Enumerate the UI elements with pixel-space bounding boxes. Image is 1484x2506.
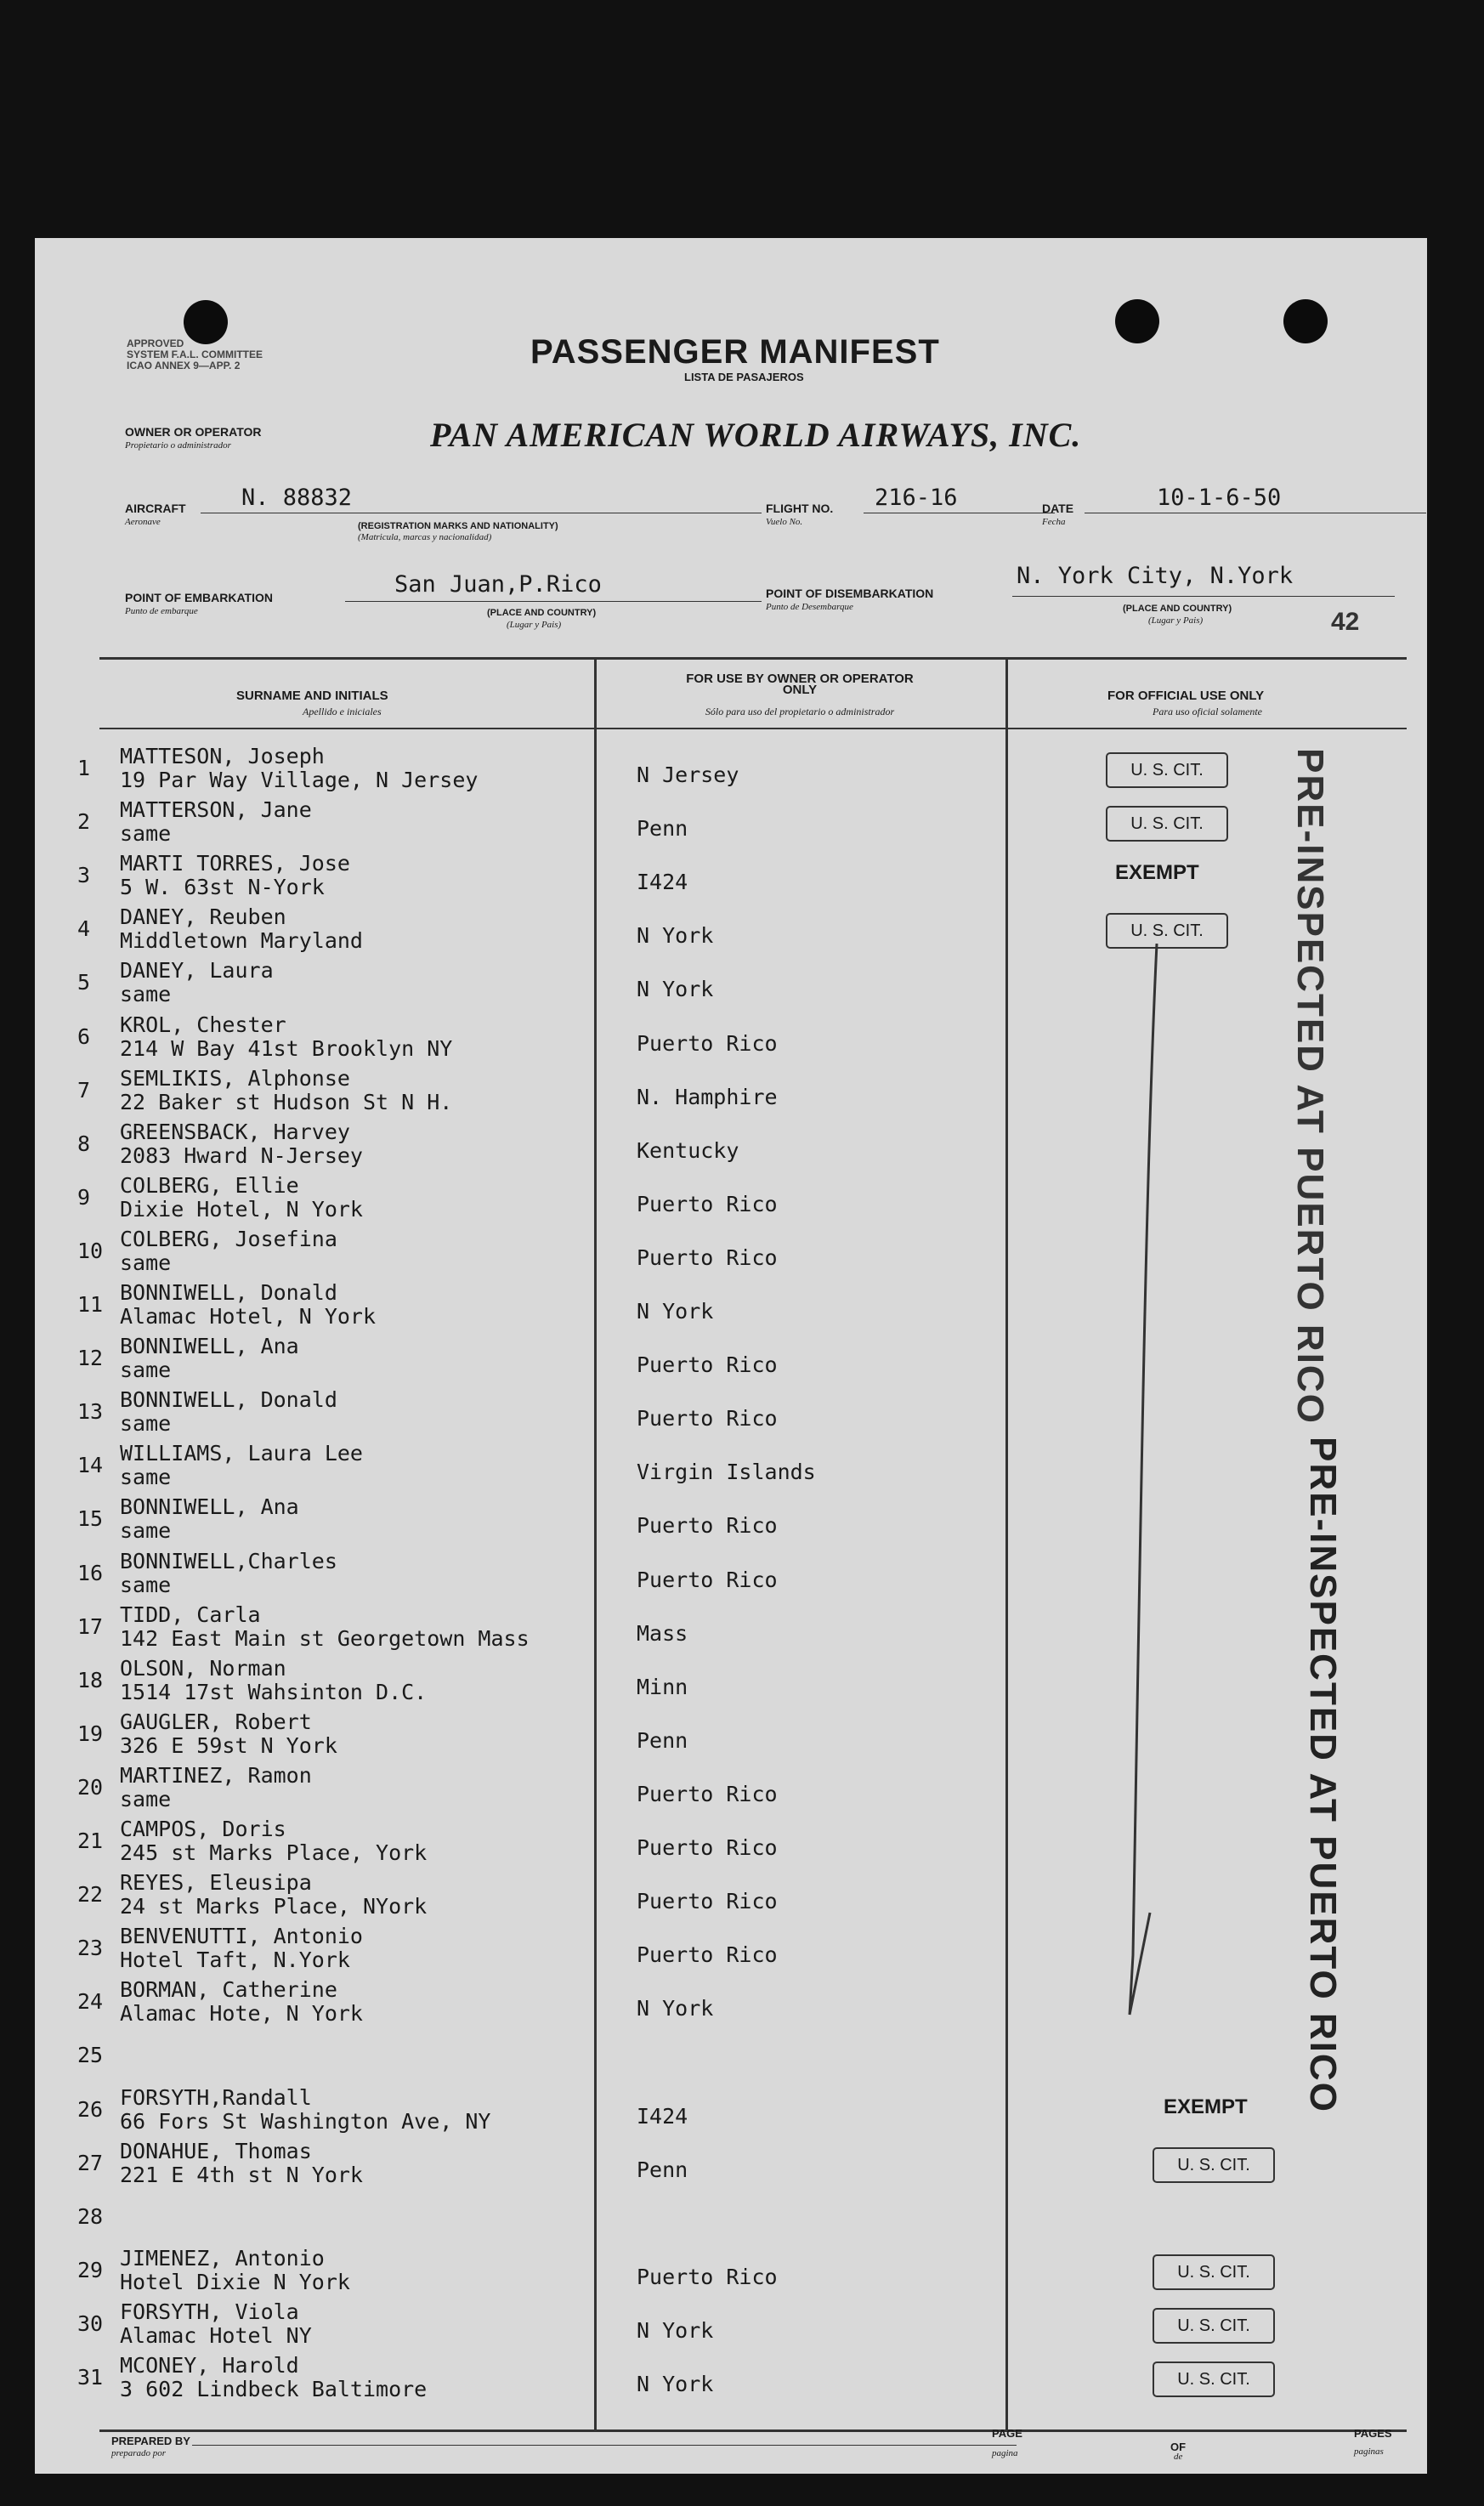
row-number: 29 <box>77 2257 104 2282</box>
punch-hole <box>1283 299 1328 343</box>
approval-line: ICAO ANNEX 9—APP. 2 <box>127 360 241 371</box>
embarkation-note-es: (Lugar y Pais) <box>507 620 562 630</box>
surname-header-es: Apellido e iniciales <box>303 706 382 717</box>
row-number: 24 <box>77 1989 104 2015</box>
us-citizen-mark: U. S. CIT. <box>1106 752 1228 788</box>
passenger-address: 22 Baker st Hudson St N H. <box>120 1089 453 1114</box>
passenger-address: Alamac Hote, N York <box>120 2001 363 2027</box>
flight-value: 216-16 <box>875 485 958 511</box>
row-number: 12 <box>77 1346 104 1371</box>
passenger-name: TIDD, Carla <box>120 1602 261 1627</box>
passenger-address: same <box>120 1358 172 1383</box>
passenger-residence: N York <box>637 977 714 1002</box>
passenger-name: DANEY, Laura <box>120 958 274 984</box>
passenger-residence: Minn <box>637 1674 688 1699</box>
row-number: 21 <box>77 1828 104 1853</box>
pages-label-es: paginas <box>1354 2446 1384 2457</box>
aircraft-label: AIRCRAFT <box>125 502 186 515</box>
exempt-mark: EXEMPT <box>1164 2095 1248 2118</box>
passenger-address: 19 Par Way Village, N Jersey <box>120 768 479 792</box>
column-divider <box>594 657 597 2429</box>
exempt-mark: EXEMPT <box>1115 861 1199 885</box>
us-citizen-mark: U. S. CIT. <box>1153 2147 1275 2183</box>
row-number: 15 <box>77 1506 104 1532</box>
passenger-residence: I424 <box>637 2103 688 2129</box>
aircraft-label-es: Aeronave <box>125 517 161 527</box>
embarkation-label-es: Punto de embarque <box>125 606 198 616</box>
row-number: 28 <box>77 2203 104 2229</box>
passenger-address: 214 W Bay 41st Brooklyn NY <box>120 1035 453 1061</box>
passenger-name: REYES, Eleusipa <box>120 1870 312 1896</box>
page-label: PAGE <box>992 2427 1022 2440</box>
of-label: OF <box>1170 2441 1187 2453</box>
owner-use-header-es: Sólo para uso del propietario o administrador <box>705 706 895 717</box>
passenger-address: 3 602 Lindbeck Baltimore <box>120 2377 428 2401</box>
passenger-name: GREENSBACK, Harvey <box>120 1119 350 1144</box>
row-number: 20 <box>77 1774 104 1800</box>
passenger-address: 221 E 4th st N York <box>120 2162 363 2187</box>
row-number: 5 <box>77 970 91 995</box>
passenger-address: Hotel Taft, N.York <box>120 1948 350 1973</box>
row-number: 9 <box>77 1184 91 1210</box>
passenger-name: GAUGLER, Robert <box>120 1709 312 1734</box>
passenger-name: SEMLIKIS, Alphonse <box>120 1065 350 1091</box>
passenger-name: MARTI TORRES, Jose <box>120 851 350 876</box>
row-number: 13 <box>77 1399 104 1425</box>
date-value: 10-1-6-50 <box>1157 485 1282 511</box>
passenger-residence: N York <box>637 1996 714 2021</box>
passenger-address: Alamac Hotel NY <box>120 2322 312 2348</box>
passenger-name: KROL, Chester <box>120 1012 286 1037</box>
passenger-residence: Mass <box>637 1620 688 1646</box>
approval-line: APPROVED <box>127 337 184 349</box>
disembarkation-note-es: (Lugar y Pais) <box>1148 615 1204 626</box>
passenger-address: same <box>120 982 172 1007</box>
official-header: FOR OFFICIAL USE ONLY <box>1107 689 1265 703</box>
row-number: 11 <box>77 1292 104 1317</box>
passenger-residence: Puerto Rico <box>637 1513 778 1539</box>
row-number: 7 <box>77 1077 91 1103</box>
prepared-by-line <box>192 2445 1017 2446</box>
passenger-name: DANEY, Reuben <box>120 904 286 930</box>
passenger-address: 245 st Marks Place, York <box>120 1840 428 1865</box>
pre-inspected-stamp: PRE-INSPECTED AT PUERTO RICO <box>1289 748 1331 1425</box>
disembarkation-underline <box>1012 596 1395 597</box>
row-number: 23 <box>77 1936 104 1961</box>
passenger-address: same <box>120 1411 172 1437</box>
manifest-sheet <box>35 238 1427 2474</box>
aircraft-note-es: (Matricula, marcas y nacionalidad) <box>358 532 492 542</box>
passenger-address: 1514 17st Wahsinton D.C. <box>120 1679 428 1704</box>
us-citizen-mark: U. S. CIT. <box>1106 913 1228 949</box>
passenger-name: BONNIWELL, Donald <box>120 1280 337 1305</box>
passenger-name: MATTESON, Joseph <box>120 744 325 768</box>
passenger-residence: N York <box>637 2317 714 2343</box>
passenger-address: 142 East Main st Georgetown Mass <box>120 1625 530 1651</box>
passenger-residence: N York <box>637 1299 714 1324</box>
passenger-address: same <box>120 1518 172 1544</box>
passenger-name: DONAHUE, Thomas <box>120 2138 312 2163</box>
passenger-residence: N. Hamphire <box>637 1084 778 1109</box>
embarkation-underline <box>345 601 762 602</box>
row-number: 22 <box>77 1882 104 1908</box>
owner-use-header: FOR USE BY OWNER OR OPERATOR ONLY <box>686 672 914 697</box>
page-subtitle: LISTA DE PASAJEROS <box>684 371 804 383</box>
row-number: 2 <box>77 809 91 835</box>
passenger-address: Dixie Hotel, N York <box>120 1196 363 1222</box>
of-label-es: de <box>1174 2452 1183 2462</box>
date-label-es: Fecha <box>1042 517 1066 527</box>
passenger-address: same <box>120 821 172 847</box>
prepared-by-label: PREPARED BY <box>111 2435 190 2447</box>
embarkation-value: San Juan,P.Rico <box>394 571 602 598</box>
passenger-name: MARTINEZ, Ramon <box>120 1762 312 1788</box>
passenger-address: 5 W. 63st N-York <box>120 875 325 900</box>
passenger-residence: Puerto Rico <box>637 1191 778 1216</box>
row-number: 17 <box>77 1613 104 1639</box>
passenger-residence: Puerto Rico <box>637 1567 778 1592</box>
sheet-page-number: 42 <box>1331 608 1360 636</box>
pages-label: PAGES <box>1354 2427 1392 2440</box>
passenger-name: JIMENEZ, Antonio <box>120 2245 325 2271</box>
passenger-name: OLSON, Norman <box>120 1655 286 1681</box>
passenger-address: 66 Fors St Washington Ave, NY <box>120 2108 491 2134</box>
owner-label: OWNER OR OPERATOR <box>125 425 262 439</box>
passenger-address: 326 E 59st N York <box>120 1732 337 1758</box>
row-number: 18 <box>77 1667 104 1692</box>
approval-line: SYSTEM F.A.L. COMMITTEE <box>127 349 263 360</box>
passenger-residence: I424 <box>637 870 688 895</box>
disembarkation-value: N. York City, N.York <box>1017 563 1294 589</box>
passenger-name: BONNIWELL, Ana <box>120 1334 299 1359</box>
official-header-es: Para uso oficial solamente <box>1153 706 1262 717</box>
passenger-residence: Penn <box>637 2157 688 2182</box>
embarkation-note: (PLACE AND COUNTRY) <box>487 608 597 618</box>
passenger-name: MATTERSON, Jane <box>120 797 312 823</box>
us-citizen-mark: U. S. CIT. <box>1153 2308 1275 2344</box>
passenger-residence: N York <box>637 2372 714 2396</box>
row-number: 31 <box>77 2365 104 2390</box>
passenger-name: FORSYTH, Viola <box>120 2299 299 2324</box>
passenger-residence: Puerto Rico <box>637 1889 778 1914</box>
pre-inspected-stamp: PRE-INSPECTED AT PUERTO RICO <box>1302 1437 1344 2113</box>
table-bottom-rule <box>99 2429 1407 2432</box>
passenger-name: MCONEY, Harold <box>120 2353 299 2378</box>
page-label-es: pagina <box>992 2448 1018 2458</box>
flight-label-es: Vuelo No. <box>766 517 803 527</box>
passenger-residence: Puerto Rico <box>637 2264 778 2289</box>
header-rule <box>99 728 1407 729</box>
table-top-rule <box>99 657 1407 660</box>
passenger-residence: Virgin Islands <box>637 1460 816 1485</box>
passenger-address: same <box>120 1786 172 1811</box>
passenger-address: same <box>120 1250 172 1275</box>
passenger-residence: Kentucky <box>637 1137 739 1163</box>
us-citizen-mark: U. S. CIT. <box>1153 2254 1275 2290</box>
row-number: 3 <box>77 863 91 888</box>
flight-label: FLIGHT NO. <box>766 502 834 515</box>
row-number: 14 <box>77 1453 104 1478</box>
passenger-address: 2083 Hward N-Jersey <box>120 1142 363 1168</box>
passenger-residence: Puerto Rico <box>637 1942 778 1968</box>
disembarkation-label: POINT OF DISEMBARKATION <box>766 587 934 600</box>
passenger-residence: Puerto Rico <box>637 1406 778 1432</box>
passenger-residence: N York <box>637 923 714 949</box>
passenger-residence: N Jersey <box>637 763 739 787</box>
passenger-residence: Penn <box>637 816 688 842</box>
check-line <box>1123 944 1174 2040</box>
row-number: 4 <box>77 916 91 942</box>
passenger-name: COLBERG, Ellie <box>120 1172 299 1198</box>
aircraft-note: (REGISTRATION MARKS AND NATIONALITY) <box>358 521 558 531</box>
passenger-name: WILLIAMS, Laura Lee <box>120 1441 363 1466</box>
row-number: 8 <box>77 1131 91 1156</box>
passenger-address: Middletown Maryland <box>120 928 363 954</box>
surname-header: SURNAME AND INITIALS <box>236 689 388 703</box>
operator-name: PAN AMERICAN WORLD AIRWAYS, INC. <box>430 416 1082 454</box>
date-label: DATE <box>1042 502 1074 515</box>
passenger-address: same <box>120 1572 172 1597</box>
passenger-address: same <box>120 1465 172 1490</box>
disembarkation-note: (PLACE AND COUNTRY) <box>1123 604 1232 614</box>
us-citizen-mark: U. S. CIT. <box>1153 2361 1275 2397</box>
owner-label-es: Propietario o administrador <box>125 440 231 451</box>
embarkation-label: POINT OF EMBARKATION <box>125 591 273 604</box>
passenger-residence: Penn <box>637 1727 688 1753</box>
passenger-name: COLBERG, Josefina <box>120 1226 337 1251</box>
row-number: 19 <box>77 1721 104 1746</box>
prepared-by-label-es: preparado por <box>111 2448 167 2458</box>
passenger-residence: Puerto Rico <box>637 1244 778 1270</box>
row-number: 27 <box>77 2150 104 2175</box>
approval-block <box>127 338 263 371</box>
punch-hole <box>1115 299 1159 343</box>
passenger-name: BONNIWELL, Ana <box>120 1494 299 1520</box>
passenger-name: BONNIWELL, Donald <box>120 1387 337 1413</box>
passenger-residence: Puerto Rico <box>637 1835 778 1860</box>
disembarkation-label-es: Punto de Desembarque <box>766 602 853 612</box>
passenger-name: FORSYTH,Randall <box>120 2084 312 2110</box>
passenger-residence: Puerto Rico <box>637 1030 778 1056</box>
column-divider <box>1005 657 1008 2429</box>
passenger-residence: Puerto Rico <box>637 1352 778 1378</box>
row-number: 16 <box>77 1560 104 1585</box>
passenger-name: BORMAN, Catherine <box>120 1977 337 2003</box>
row-number: 25 <box>77 2043 104 2068</box>
row-number: 1 <box>77 756 91 780</box>
passenger-name: BENVENUTTI, Antonio <box>120 1924 363 1949</box>
row-number: 30 <box>77 2310 104 2336</box>
page-title: PASSENGER MANIFEST <box>530 333 940 371</box>
passenger-name: BONNIWELL,Charles <box>120 1548 337 1573</box>
passenger-name: CAMPOS, Doris <box>120 1817 286 1841</box>
row-number: 10 <box>77 1238 104 1263</box>
row-number: 6 <box>77 1023 91 1049</box>
passenger-address: Alamac Hotel, N York <box>120 1304 377 1329</box>
aircraft-value: N. 88832 <box>241 485 353 511</box>
passenger-address: Hotel Dixie N York <box>120 2269 350 2294</box>
row-number: 26 <box>77 2096 104 2122</box>
passenger-residence: Puerto Rico <box>637 1781 778 1806</box>
passenger-address: 24 st Marks Place, NYork <box>120 1894 428 1919</box>
us-citizen-mark: U. S. CIT. <box>1106 806 1228 842</box>
